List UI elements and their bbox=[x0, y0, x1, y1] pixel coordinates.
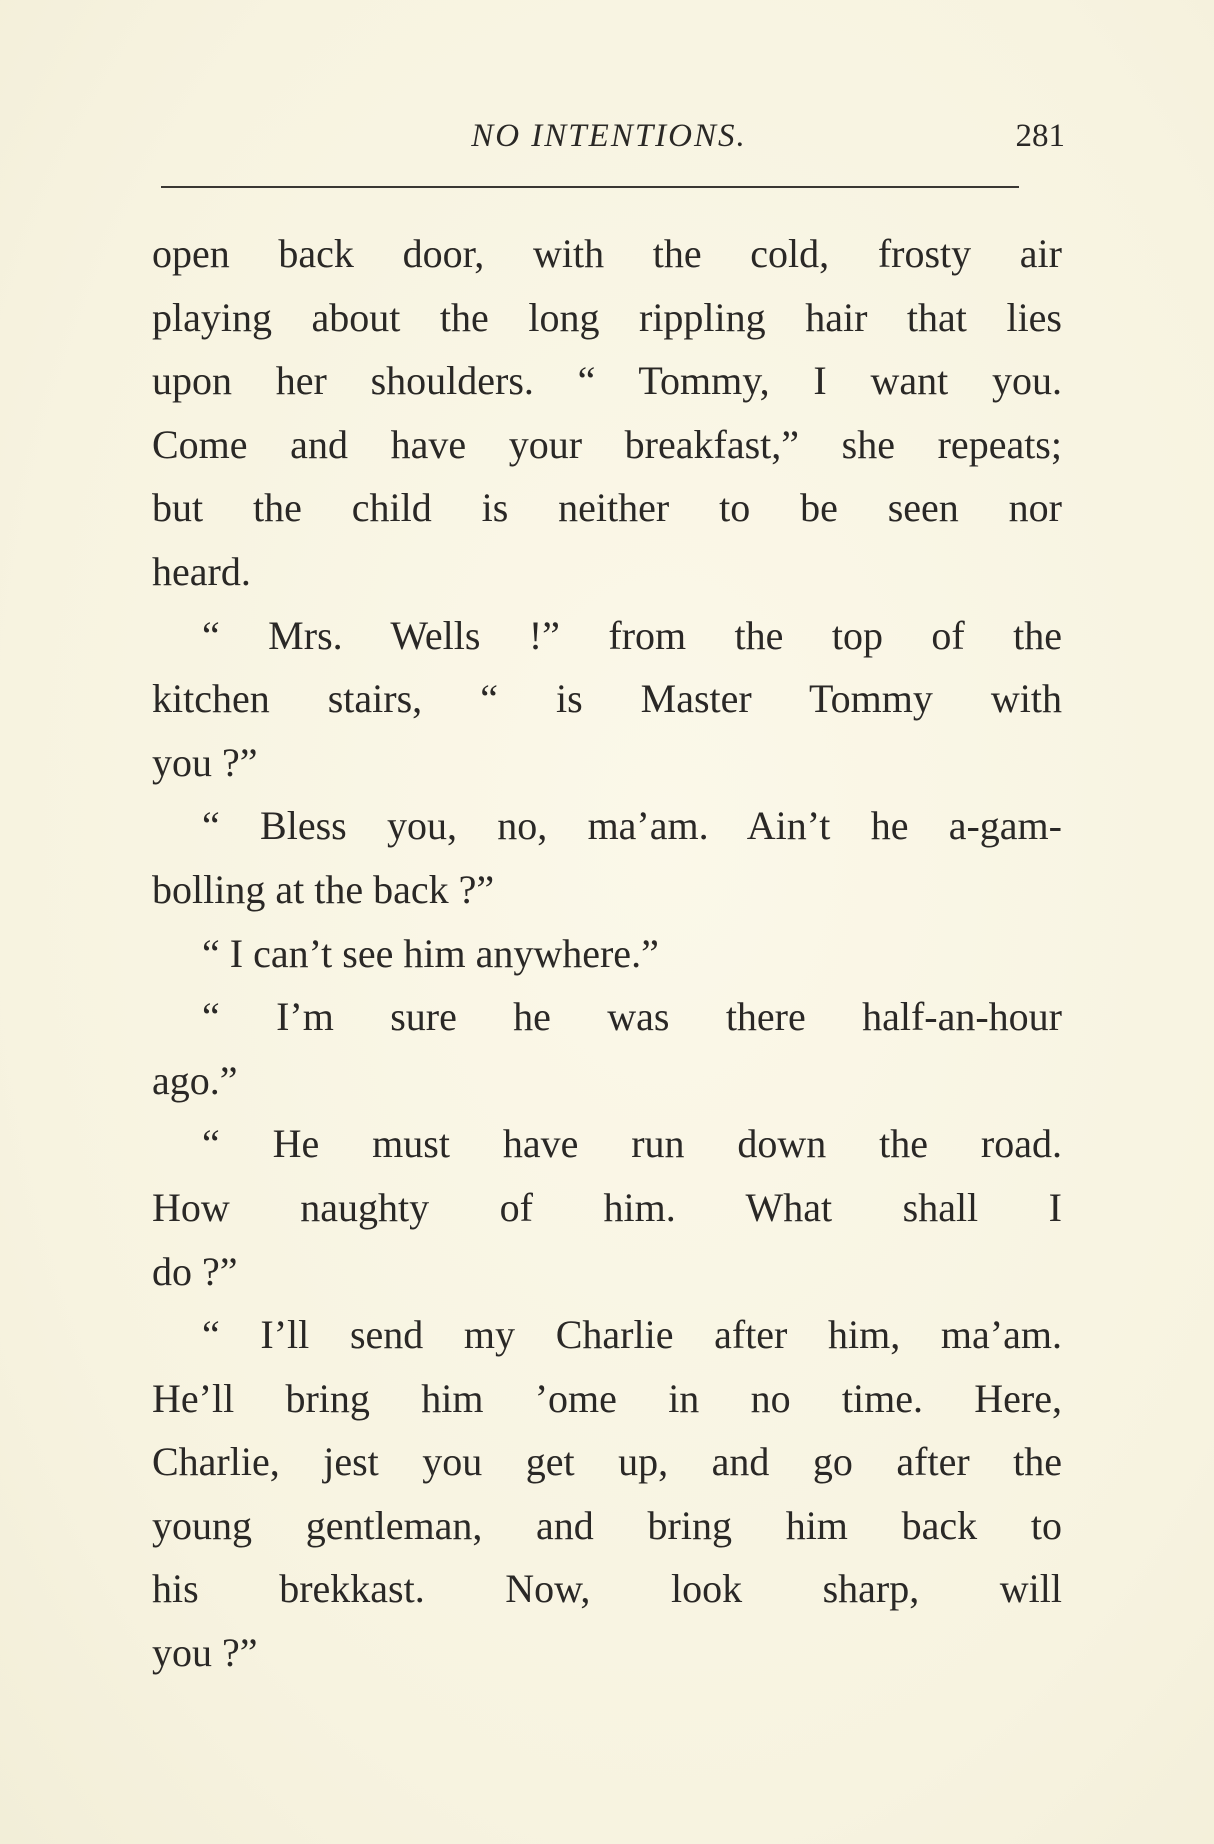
header-rule bbox=[161, 186, 1019, 188]
page-number: 281 bbox=[1015, 118, 1065, 154]
text-line: How naughty of him. What shall I bbox=[152, 1184, 1062, 1230]
text-line: “ He must have run down the road. bbox=[202, 1121, 1062, 1167]
text-line: ago.” bbox=[152, 1057, 238, 1103]
text-line: “ I can’t see him anywhere.” bbox=[202, 930, 659, 976]
text-line: bolling at the back ?” bbox=[152, 866, 495, 912]
page-header bbox=[153, 118, 1065, 158]
text-line: open back door, with the cold, frosty air bbox=[152, 231, 1062, 276]
text-line: upon her shoulders. “ Tommy, I want you. bbox=[152, 358, 1062, 404]
text-line: young gentleman, and bring him back to bbox=[152, 1502, 1062, 1548]
text-line: his brekkast. Now, look sharp, will bbox=[152, 1566, 1062, 1612]
text-line: you ?” bbox=[152, 1630, 258, 1676]
text-line: “ Bless you, no, ma’am. Ain’t he a-gam- bbox=[202, 803, 1062, 849]
text-line: He’ll bring him ’ome in no time. Here, bbox=[152, 1375, 1062, 1421]
body-text bbox=[152, 222, 1062, 1685]
text-line: playing about the long rippling hair that lies bbox=[152, 294, 1062, 340]
text-line: “ Mrs. Wells !” from the top of the bbox=[202, 612, 1062, 658]
text-line: “ I’ll send my Charlie after him, ma’am. bbox=[202, 1312, 1062, 1358]
text-line: “ I’m sure he was there half-an-hour bbox=[202, 994, 1062, 1040]
text-line: Charlie, jest you get up, and go after the bbox=[152, 1439, 1062, 1485]
text-line: kitchen stairs, “ is Master Tommy with bbox=[152, 676, 1062, 722]
running-title: NO INTENTIONS. bbox=[471, 118, 747, 154]
text-line: but the child is neither to be seen nor bbox=[152, 485, 1062, 531]
text-line: heard. bbox=[152, 548, 251, 594]
text-line: Come and have your breakfast,” she repeats; bbox=[152, 421, 1062, 467]
text-line: you ?” bbox=[152, 739, 258, 785]
text-line: do ?” bbox=[152, 1248, 238, 1294]
